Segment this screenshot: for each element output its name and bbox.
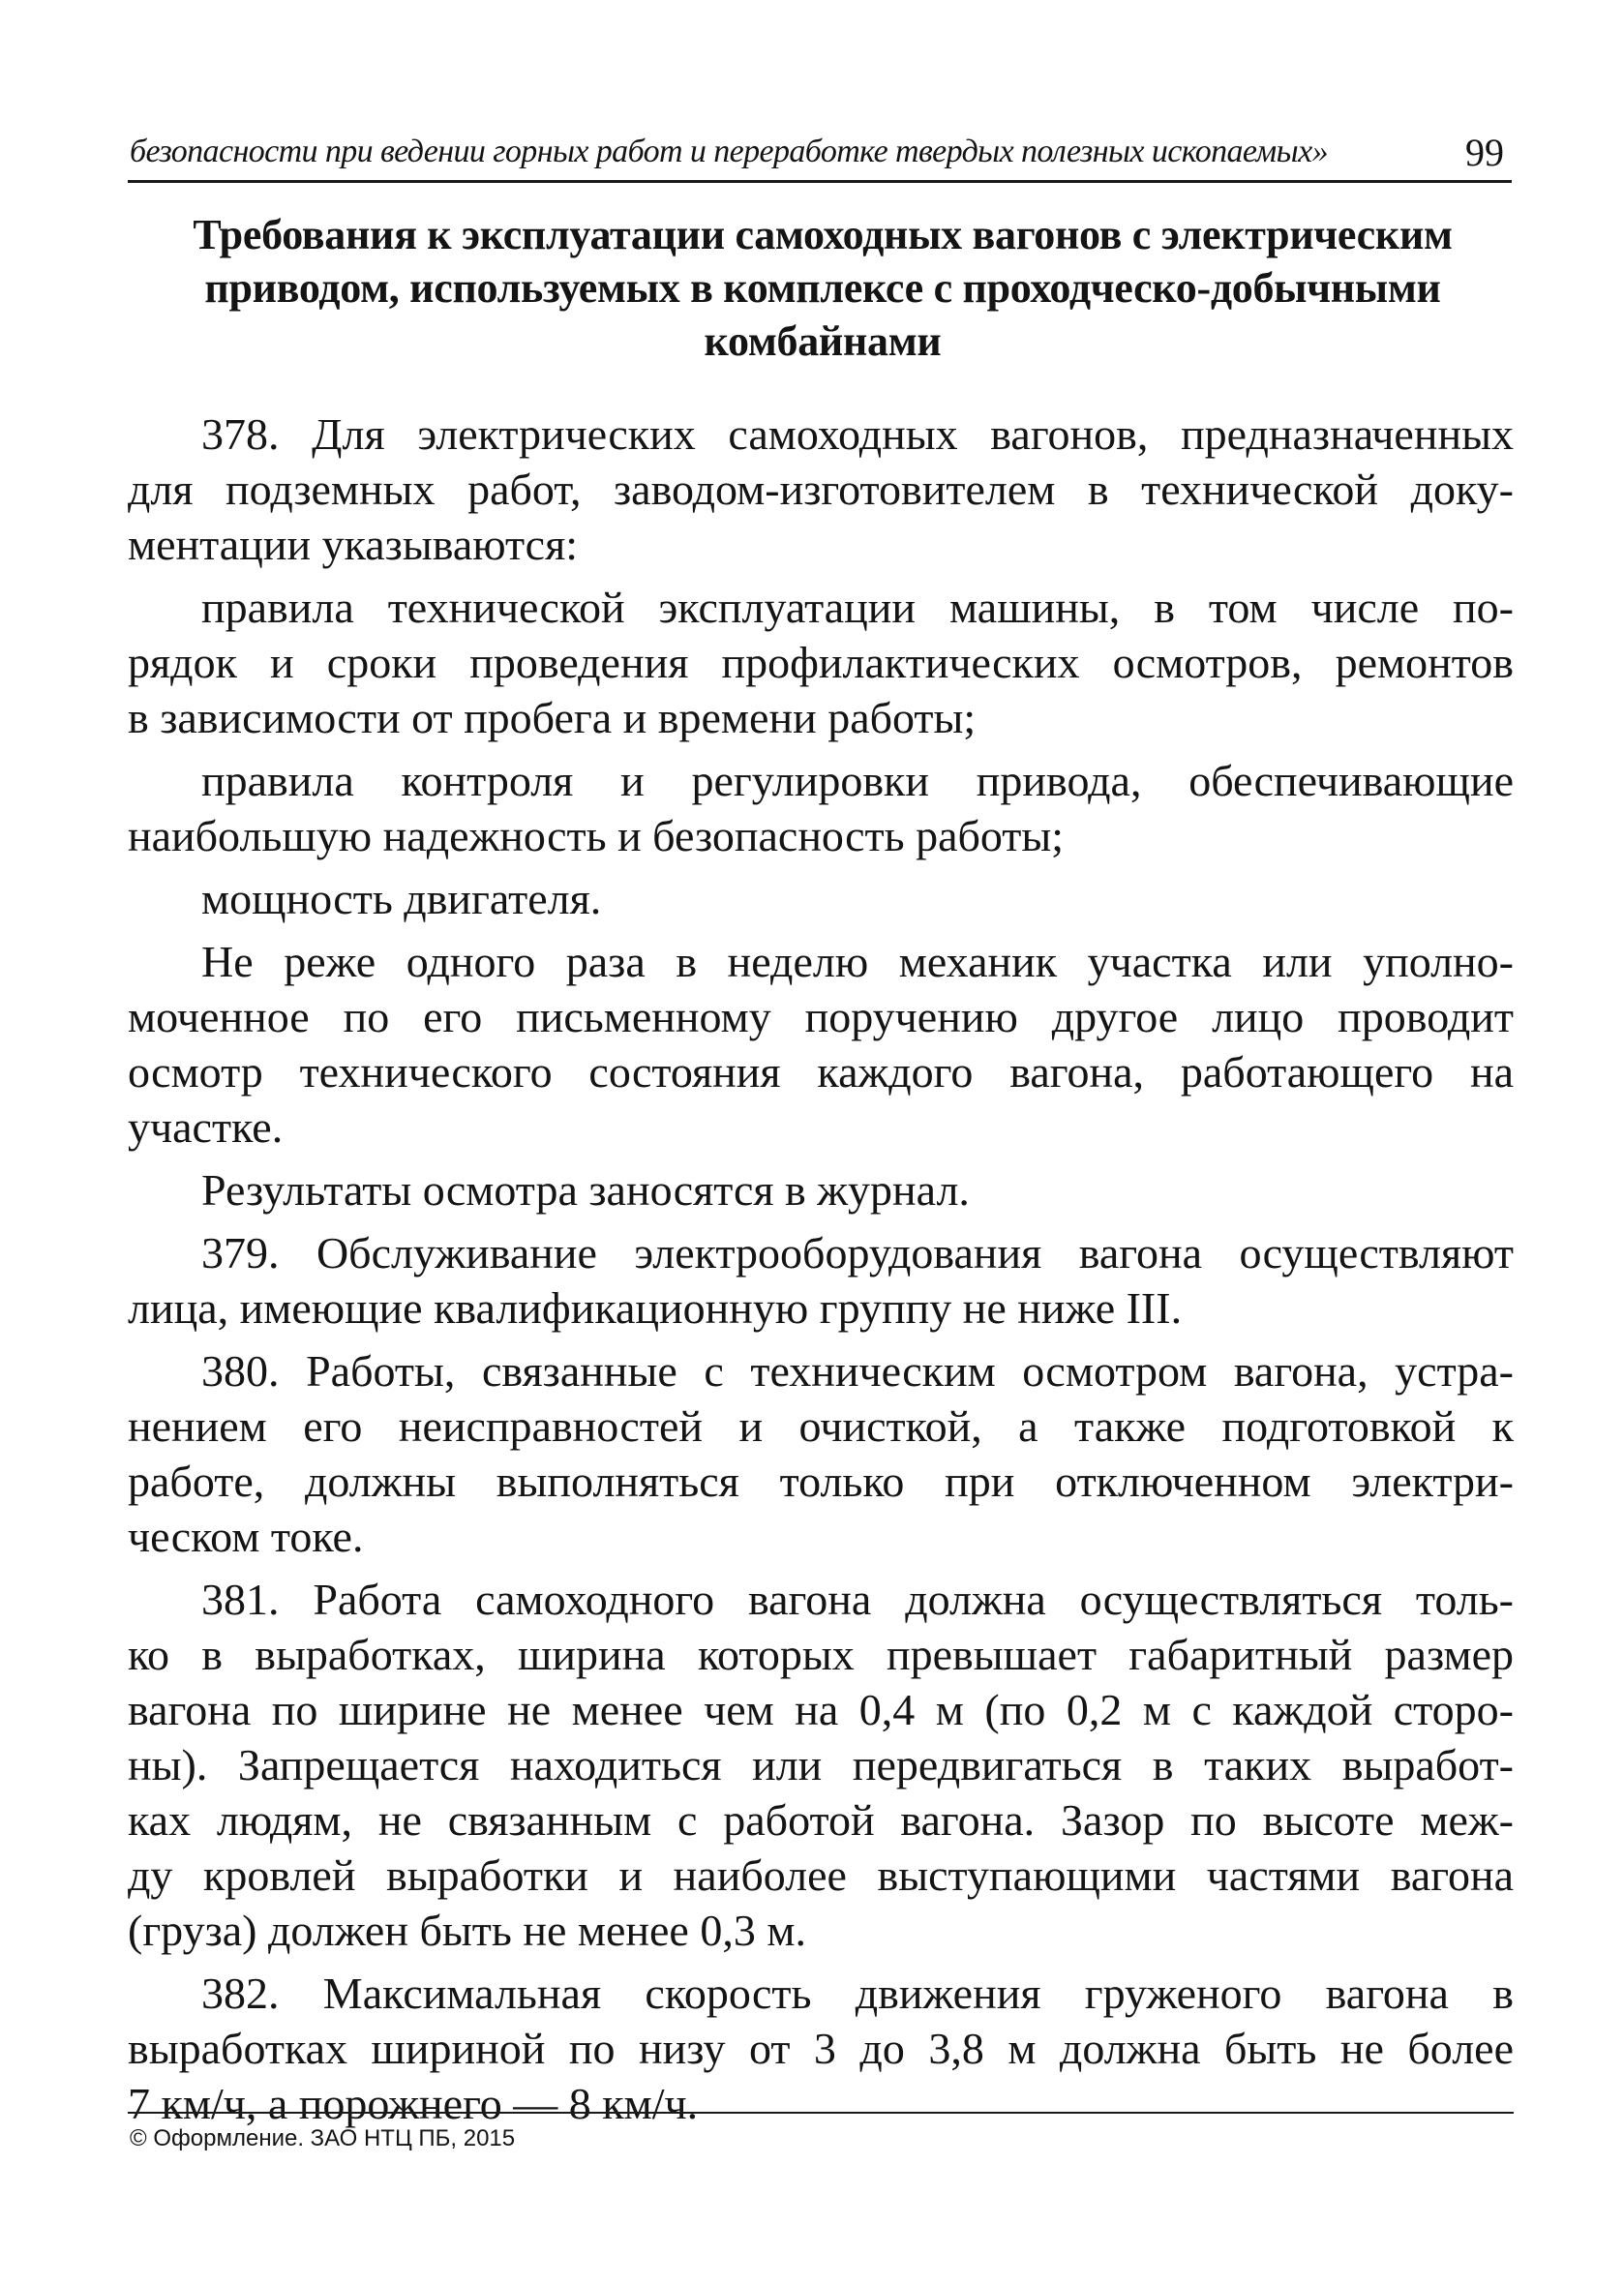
paragraph-line: наибольшую надежность и безопасность работы; — [128, 811, 1065, 860]
paragraph-line: участке. — [128, 1102, 284, 1152]
section-title-line: комбайнами — [704, 317, 942, 365]
paragraph-line: ны). Запрещается находиться или передвигаться в таких выработ- — [128, 1740, 1514, 1789]
paragraph-line: (груза) должен быть не менее 0,3 м. — [128, 1906, 806, 1955]
paragraph-line: моченное по его письменному поручению другое лицо проводит — [128, 992, 1514, 1041]
section-title-line: Требования к эксплуатации самоходных вагонов с электрическим — [193, 211, 1453, 258]
paragraph-line: правила технической эксплуатации машины, в том числе по- — [201, 583, 1514, 632]
paragraph-line: ментации указываются: — [128, 520, 579, 569]
paragraph-line: 380. Работы, связанные с техническим осмотром вагона, устра- — [201, 1346, 1514, 1396]
paragraph-line: ду кровлей выработки и наиболее выступающими частями вагона — [128, 1850, 1514, 1900]
paragraph-line: ческом токе. — [128, 1512, 364, 1561]
footer-copyright: © Оформление. ЗАО НТЦ ПБ, 2015 — [130, 2125, 516, 2151]
paragraph-line: Не реже одного раза в неделю механик участка или уполно- — [201, 937, 1514, 986]
paragraph-line: в зависимости от пробега и времени работы; — [128, 693, 977, 742]
paragraph-line: 381. Работа самоходного вагона должна осуществляться толь- — [201, 1575, 1514, 1624]
running-header-title: безопасности при ведении горных работ и переработке твердых полезных ископаемых» — [130, 134, 1328, 169]
paragraph-line: правила контроля и регулировки привода, обеспечивающие — [201, 756, 1514, 805]
footer-divider — [128, 2112, 1514, 2114]
section-title — [145, 208, 1500, 368]
paragraph-line: Результаты осмотра заносятся в журнал. — [201, 1165, 970, 1215]
paragraph-line: выработках шириной по низу от 3 до 3,8 м должна быть не более — [128, 2024, 1514, 2073]
section-title-line: приводом, используемых в комплексе с проходческо-добычными — [204, 264, 1441, 312]
body-text — [128, 406, 1514, 2131]
paragraph-line: ках людям, не связанным с работой вагона. Зазор по высоте меж- — [128, 1795, 1514, 1845]
page-number: 99 — [1465, 131, 1504, 174]
paragraph-line: 382. Максимальная скорость движения груженого вагона в — [201, 1969, 1514, 2018]
paragraph-line: лица, имеющие квалификационную группу не ниже III. — [128, 1283, 1183, 1333]
paragraph-line: нением его неисправностей и очисткой, а также подготовкой к — [128, 1401, 1514, 1451]
paragraph-line: рядок и сроки проведения профилактических осмотров, ремонтов — [128, 638, 1514, 687]
running-header — [128, 126, 1512, 183]
paragraph-line: осмотр технического состояния каждого вагона, работающего на — [128, 1047, 1514, 1097]
paragraph-line: 7 км/ч, а порожнего — 8 км/ч. — [128, 2079, 699, 2128]
paragraph-line: 378. Для электрических самоходных вагонов, предназначенных — [201, 409, 1514, 459]
paragraph-line: ко в выработках, ширина которых превышает габаритный размер — [128, 1630, 1514, 1679]
paragraph-line: работе, должны выполняться только при отключенном электри- — [128, 1457, 1514, 1506]
paragraph-line: 379. Обслуживание электрооборудования вагона осуществляют — [201, 1228, 1514, 1278]
paragraph-line: мощность двигателя. — [201, 874, 602, 923]
paragraph-line: вагона по ширине не менее чем на 0,4 м (по 0,2 м с каждой сторо- — [128, 1685, 1514, 1734]
paragraph-line: для подземных работ, заводом-изготовителем в технической доку- — [128, 465, 1514, 514]
